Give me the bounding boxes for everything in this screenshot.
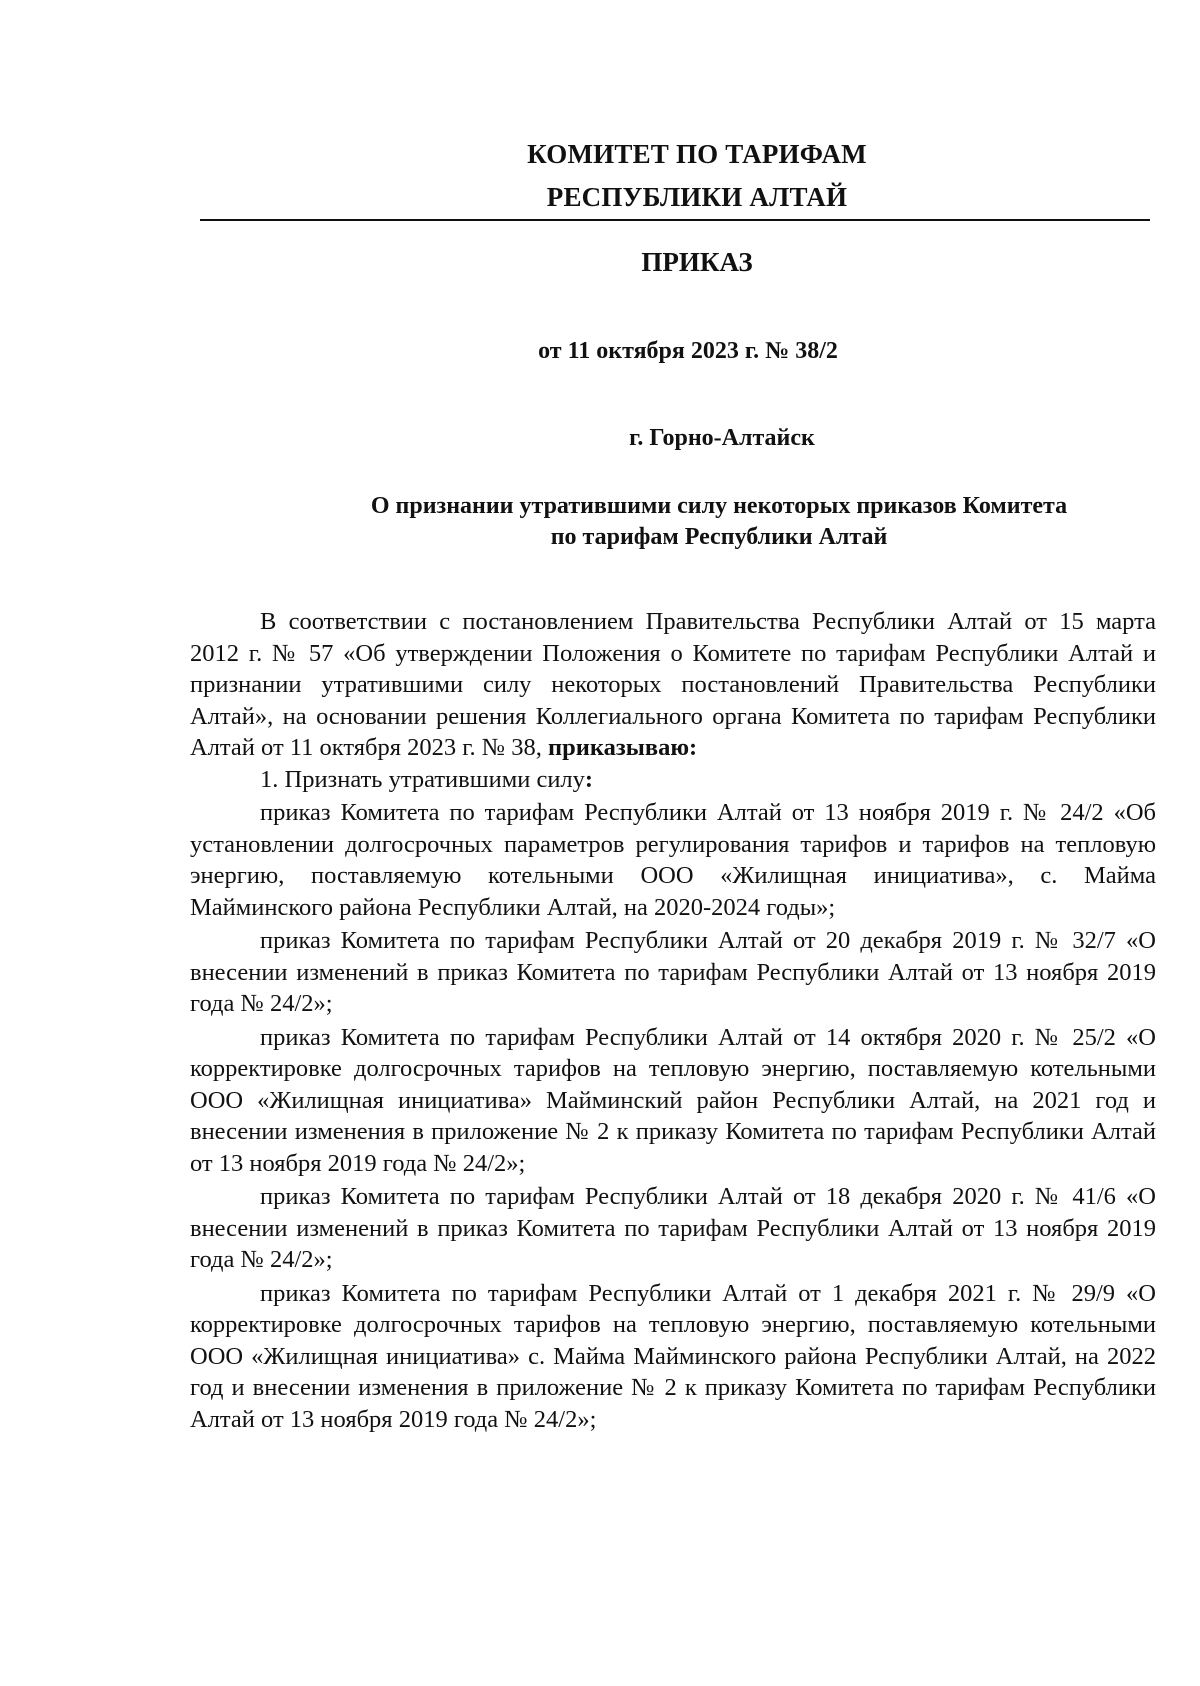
preamble-command: приказываю: <box>548 734 698 761</box>
organization-name-line1: КОМИТЕТ ПО ТАРИФАМ <box>527 139 867 169</box>
preamble-text: В соответствии с постановлением Правительства Республики Алтай от 15 марта 2012 г. № 57 «Об утверждении Положения о Комитете по тарифам Республики Алтай и признании утратившими силу некоторых постановлений Правительства Республики Алтай», на основании решения Коллегиального органа Комитета по тарифам Республики Алтай от 11 октября 2023 г. № 38, <box>190 608 1156 761</box>
list-item: приказ Комитета по тарифам Республики Алтай от 14 октября 2020 г. № 25/2 «О корректировке долгосрочных тарифов на тепловую энергию, поставляемую котельными ООО «Жилищная инициатива» Майминский район Республики Алтай, на 2021 год и внесении изменения в приложение № 2 к приказу Комитета по тарифам Республики Алтай от 13 ноября 2019 года № 24/2»; <box>190 1023 1156 1177</box>
document-title <box>200 491 1150 553</box>
document-title-line2: по тарифам Республики Алтай <box>550 524 888 550</box>
clause-1-colon: : <box>584 765 594 793</box>
document-city: г. Горно-Алтайск <box>629 425 815 451</box>
clause-1 <box>190 764 1156 796</box>
document-date-number: от 11 октября 2023 г. № 38/2 <box>538 338 838 364</box>
document-body <box>190 606 1156 1435</box>
preamble-paragraph <box>190 606 1156 764</box>
list-item: приказ Комитета по тарифам Республики Алтай от 13 ноября 2019 г. № 24/2 «Об установлении долгосрочных параметров регулирования тарифов и тарифов на тепловую энергию, поставляемую котельными ООО «Жилищная инициатива», с. Майма Майминского района Республики Алтай, на 2020-2024 годы»; <box>190 799 1156 921</box>
clause-1-text: 1. Признать утратившими силу <box>260 765 585 793</box>
header-divider <box>200 219 1150 221</box>
document-title-line1: О признании утратившими силу некоторых приказов Комитета <box>370 493 1068 519</box>
list-item: приказ Комитета по тарифам Республики Алтай от 1 декабря 2021 г. № 29/9 «О корректировке долгосрочных тарифов на тепловую энергию, поставляемую котельными ООО «Жилищная инициатива» с. Майма Майминского района Республики Алтай, на 2022 год и внесении изменения в приложение № 2 к приказу Комитета по тарифам Республики Алтай от 13 ноября 2019 года № 24/2»; <box>190 1279 1156 1433</box>
list-item: приказ Комитета по тарифам Республики Алтай от 18 декабря 2020 г. № 41/6 «О внесении изменений в приказ Комитета по тарифам Республики Алтай от 13 ноября 2019 года № 24/2»; <box>190 1183 1156 1273</box>
organization-name-line2: РЕСПУБЛИКИ АЛТАЙ <box>546 182 848 212</box>
document-type: ПРИКАЗ <box>641 247 753 277</box>
list-item: приказ Комитета по тарифам Республики Алтай от 20 декабря 2019 г. № 32/7 «О внесении изменений в приказ Комитета по тарифам Республики Алтай от 13 ноября 2019 года № 24/2»; <box>190 927 1156 1017</box>
